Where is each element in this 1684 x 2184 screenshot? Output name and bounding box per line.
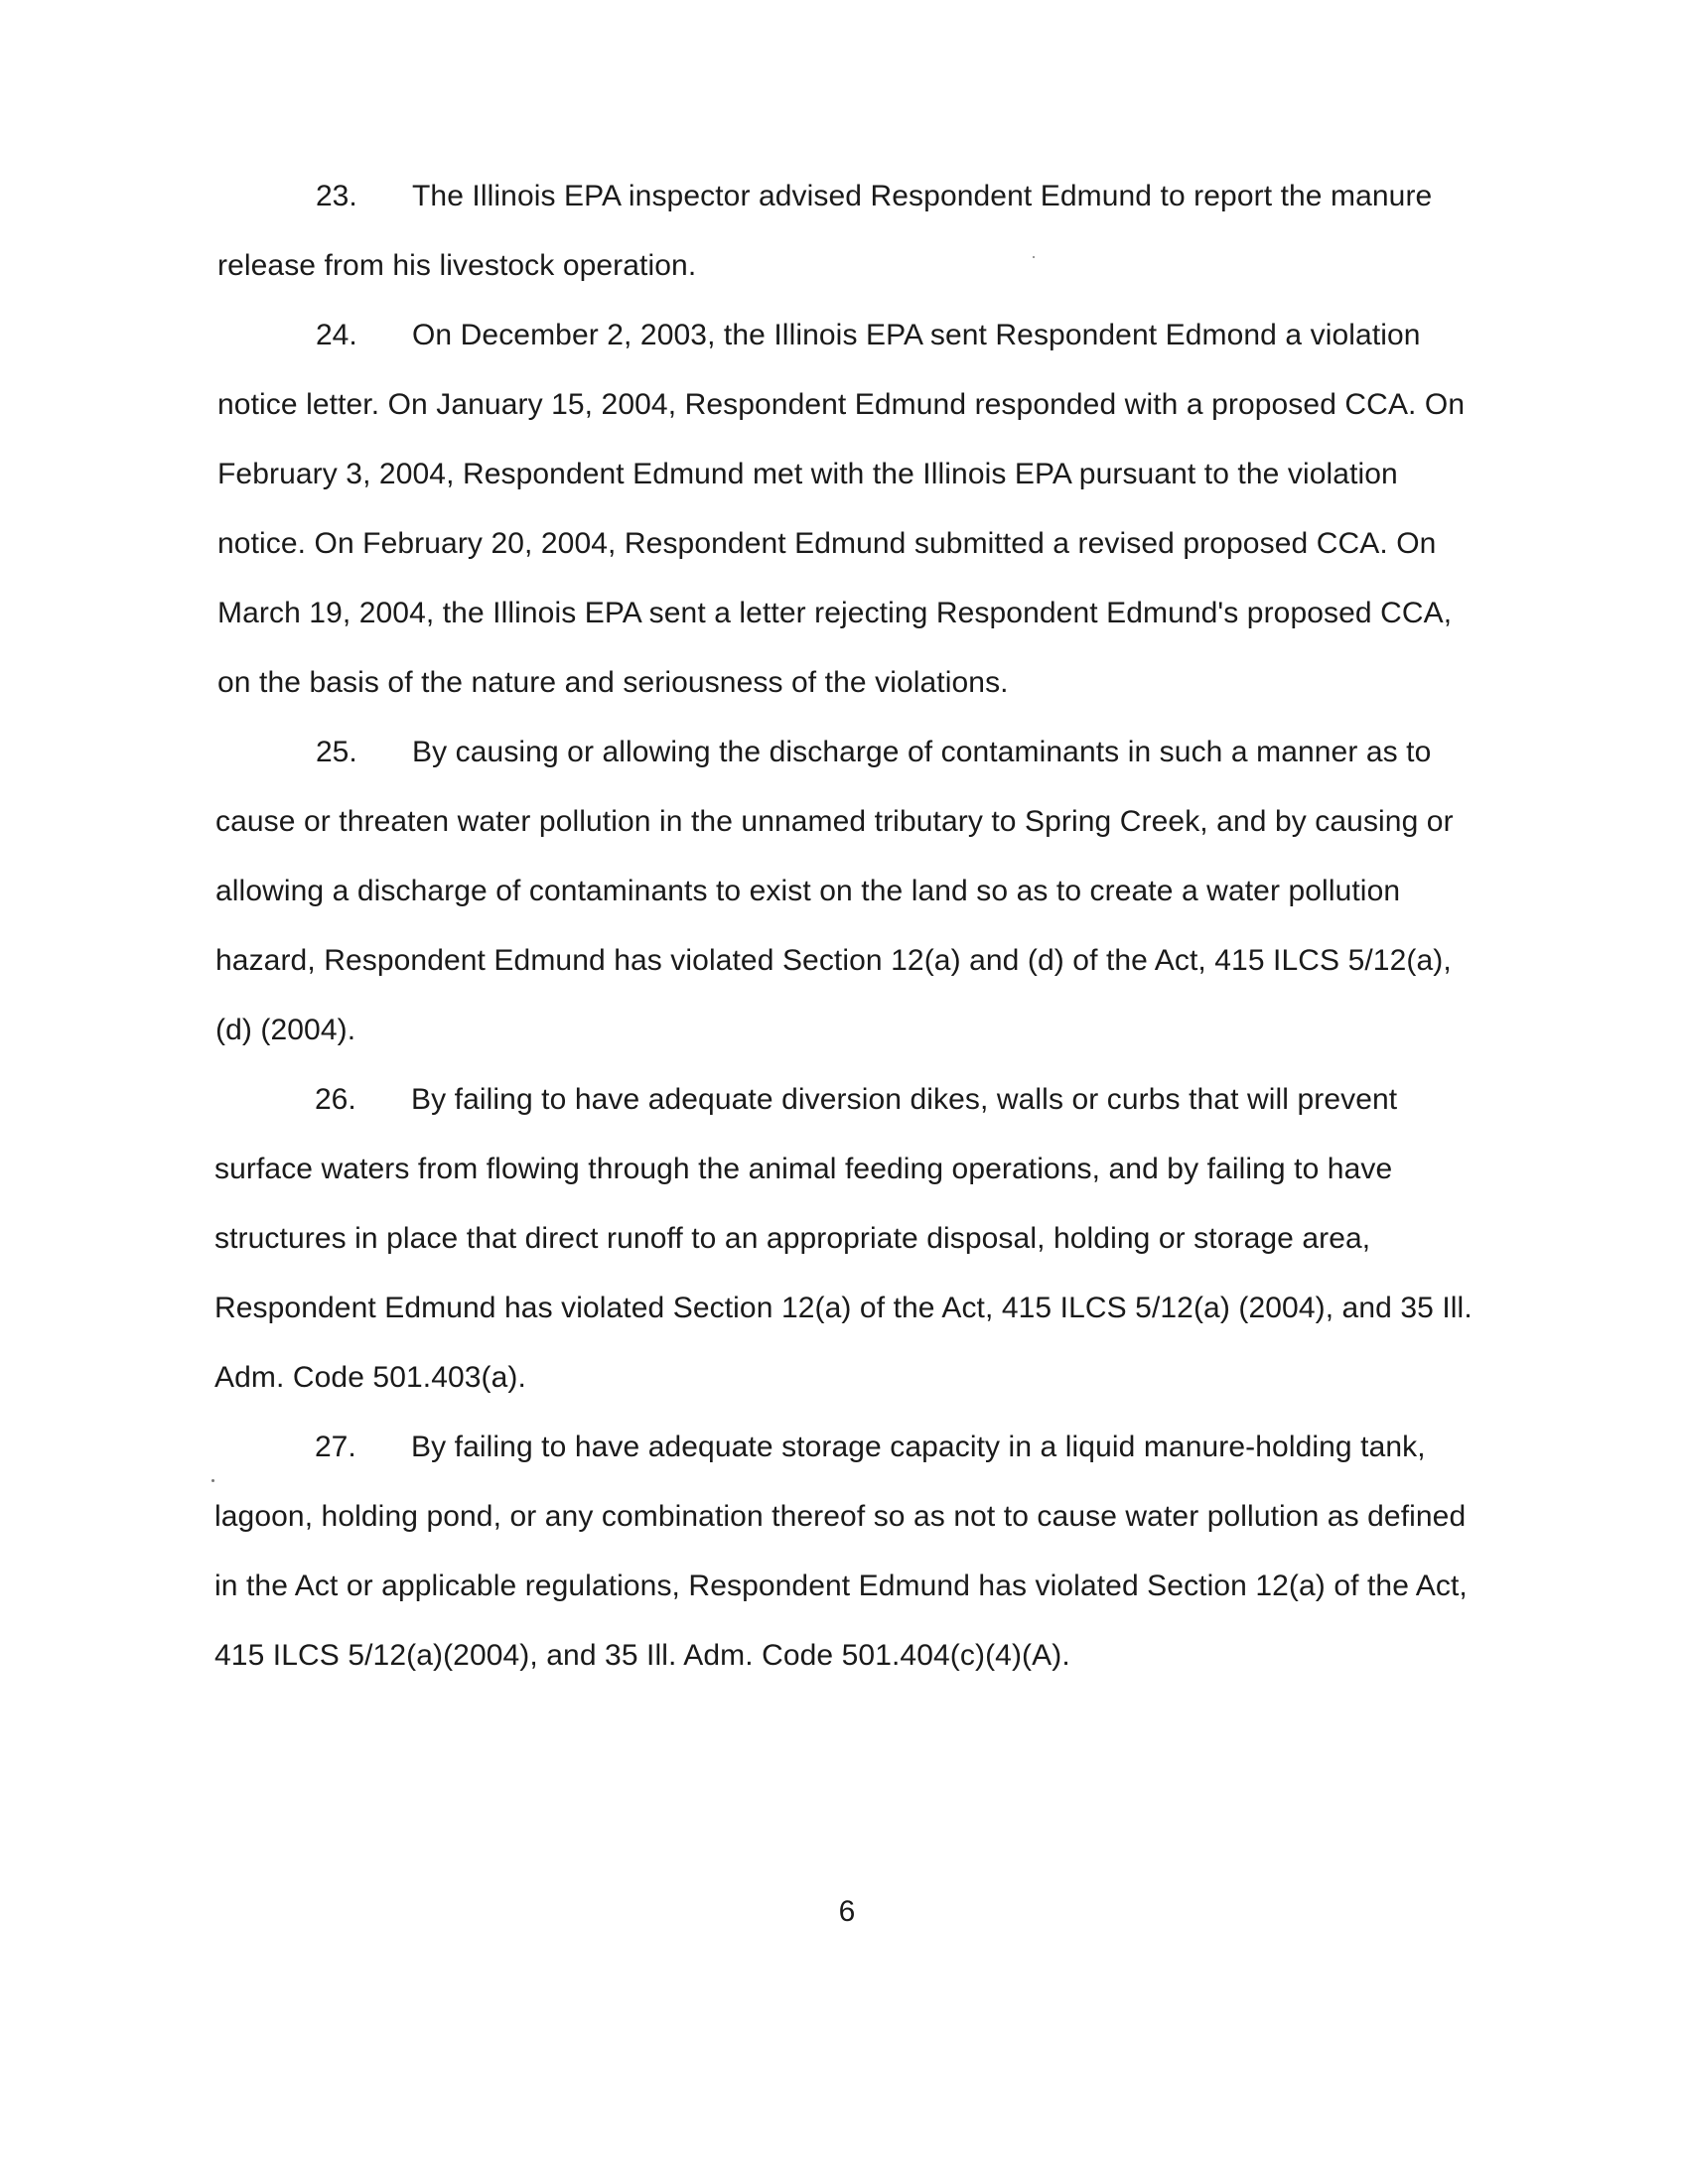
paragraph-26-line-3: structures in place that direct runoff to an appropriate disposal, holding or storage area, xyxy=(214,1222,1371,1255)
paragraph-24-line-4: notice. On February 20, 2004, Respondent Edmund submitted a revised proposed CCA. On xyxy=(217,527,1437,560)
paragraph-23-line-1: The Illinois EPA inspector advised Respondent Edmund to report the manure xyxy=(412,180,1433,212)
paragraph-23-number: 23. xyxy=(316,180,357,212)
paragraph-25-line-1: By causing or allowing the discharge of contaminants in such a manner as to xyxy=(412,736,1432,768)
paragraph-26-line-2: surface waters from flowing through the animal feeding operations, and by failing to have xyxy=(214,1153,1393,1185)
paragraph-24-line-3: February 3, 2004, Respondent Edmund met with the Illinois EPA pursuant to the violation xyxy=(217,458,1398,490)
paragraph-26-number: 26. xyxy=(315,1083,356,1116)
paragraph-27-line-3: in the Act or applicable regulations, Respondent Edmund has violated Section 12(a) of the Act, xyxy=(214,1570,1468,1602)
paragraph-27-line-2: lagoon, holding pond, or any combination thereof so as not to cause water pollution as defined xyxy=(214,1500,1467,1533)
paragraph-24-line-5: March 19, 2004, the Illinois EPA sent a letter rejecting Respondent Edmund's proposed CCA, xyxy=(217,597,1453,629)
paragraph-25-line-3: allowing a discharge of contaminants to exist on the land so as to create a water pollution xyxy=(215,875,1401,907)
paragraph-26-line-1: By failing to have adequate diversion dikes, walls or curbs that will prevent xyxy=(411,1083,1398,1116)
paragraph-26-line-4: Respondent Edmund has violated Section 12(a) of the Act, 415 ILCS 5/12(a) (2004), and 35 Ill. xyxy=(214,1292,1473,1324)
paragraph-24-line-6: on the basis of the nature and seriousness of the violations. xyxy=(217,666,1009,699)
paragraph-25-number: 25. xyxy=(316,736,357,768)
scan-speck xyxy=(211,1479,214,1482)
paragraph-25-line-5: (d) (2004). xyxy=(215,1014,356,1046)
paragraph-25-line-4: hazard, Respondent Edmund has violated Section 12(a) and (d) of the Act, 415 ILCS 5/12(a), xyxy=(215,944,1452,977)
paragraph-24-line-2: notice letter. On January 15, 2004, Respondent Edmund responded with a proposed CCA. On xyxy=(217,388,1466,421)
scan-speck xyxy=(1033,256,1035,258)
paragraph-24-line-1: On December 2, 2003, the Illinois EPA sent Respondent Edmond a violation xyxy=(412,319,1421,351)
paragraph-27-number: 27. xyxy=(315,1431,356,1463)
paragraph-26-line-5: Adm. Code 501.403(a). xyxy=(214,1361,526,1394)
page-number: 6 xyxy=(838,1895,856,1928)
paragraph-27-line-1: By failing to have adequate storage capacity in a liquid manure-holding tank, xyxy=(411,1431,1426,1463)
paragraph-25-line-2: cause or threaten water pollution in the unnamed tributary to Spring Creek, and by causing or xyxy=(215,805,1454,838)
paragraph-24-number: 24. xyxy=(316,319,357,351)
paragraph-23-line-2: release from his livestock operation. xyxy=(217,249,697,282)
paragraph-27-line-4: 415 ILCS 5/12(a)(2004), and 35 Ill. Adm. Code 501.404(c)(4)(A). xyxy=(214,1639,1070,1672)
